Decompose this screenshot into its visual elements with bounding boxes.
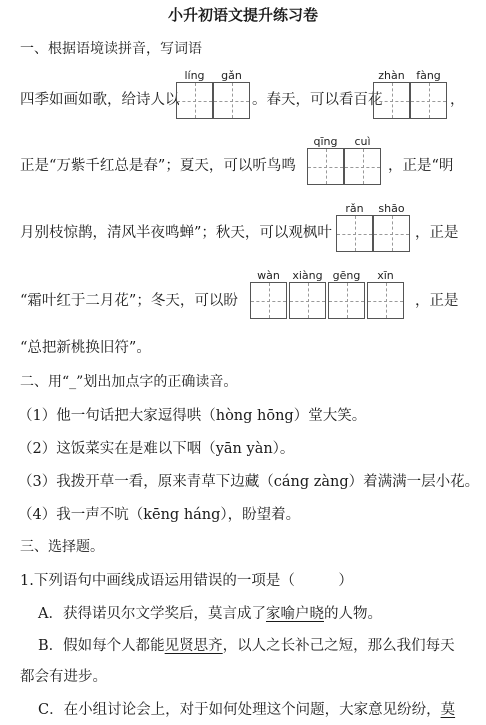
writing-box-gan[interactable] [213, 82, 250, 119]
s1-line4-end: ，正是 [415, 293, 459, 309]
writing-box-wan[interactable] [250, 282, 287, 319]
s1-line3-end: ，正是 [415, 225, 459, 241]
option-c-idiom: 莫 [440, 702, 456, 718]
writing-box-zhan[interactable] [373, 82, 410, 119]
s1-line5: “总把新桃换旧符”。 [20, 340, 151, 356]
s1-line3-start: 月别枝惊鹊，清风半夜鸣蝉”；秋天，可以观枫叶 [20, 225, 332, 241]
pinyin-gan: gǎn [221, 69, 242, 82]
pinyin-ran: rǎn [345, 202, 364, 215]
option-a-idiom: 家喻户晓 [265, 606, 324, 622]
writing-box-fang[interactable] [410, 82, 447, 119]
s3-question-1: 1.下列语句中画线成语运用错误的一项是（ ） [20, 573, 353, 589]
s1-line4-start: “霜叶红于二月花”；冬天，可以盼 [20, 293, 238, 309]
s3-option-b[interactable] [38, 634, 455, 655]
pinyin-cui: cuì [354, 135, 371, 148]
s3-option-c[interactable] [38, 698, 455, 719]
option-a-text: A．获得诺贝尔文学奖后，莫言成了 [38, 606, 266, 622]
s3-option-a[interactable] [38, 602, 382, 623]
section-3-heading: 三、选择题。 [20, 539, 104, 555]
writing-box-ling[interactable] [176, 82, 213, 119]
section-1-heading: 一、根据语境读拼音，写词语 [20, 41, 202, 57]
pinyin-zhan: zhàn [378, 69, 405, 82]
s2-question-1: （1）他一句话把大家逗得哄（hòng hōng）堂大笑。 [18, 408, 367, 424]
option-b-tail: ，以人之长补己之短，那么我们每天 [222, 638, 455, 654]
writing-box-cui[interactable] [344, 148, 381, 185]
pinyin-xin: xīn [377, 269, 394, 282]
pinyin-wan: wàn [257, 269, 280, 282]
writing-box-xiang[interactable] [289, 282, 326, 319]
pinyin-shao: shāo [378, 202, 405, 215]
pinyin-fang: fàng [416, 69, 441, 82]
option-a-tail: 的人物。 [323, 606, 382, 622]
pinyin-xiang: xiàng [292, 269, 323, 282]
pinyin-ling: líng [184, 69, 205, 82]
option-b-idiom: 见贤思齐 [164, 638, 223, 654]
s1-line1-start: 四季如画如歌，给诗人以 [20, 92, 180, 108]
s2-question-3: （3）我拨开草一看，原来青草下边藏（cáng zàng）着满满一层小花。 [18, 474, 480, 490]
option-c-text: C．在小组讨论会上，对于如何处理这个问题，大家意见纷纷， [38, 702, 441, 718]
writing-box-ran[interactable] [336, 215, 373, 252]
s1-line2-start: 正是“万紫千红总是春”；夏天，可以听鸟鸣 [20, 158, 296, 174]
s1-line1-mid: 。春天，可以看百花 [252, 92, 383, 108]
page-title: 小升初语文提升练习卷 [167, 6, 318, 24]
s1-line2-end: ，正是“明 [388, 158, 454, 174]
s2-question-4: （4）我一声不吭（kēng háng），盼望着。 [18, 507, 301, 523]
section-2-heading: 二、用“_”划出加点字的正确读音。 [20, 374, 238, 390]
writing-box-geng[interactable] [328, 282, 365, 319]
s1-line1-end: ， [450, 92, 465, 108]
s2-question-2: （2）这饭菜实在是难以下咽（yān yàn）。 [18, 441, 295, 457]
s3-option-b-cont: 都会有进步。 [20, 669, 107, 685]
writing-box-xin[interactable] [367, 282, 404, 319]
writing-box-qing[interactable] [307, 148, 344, 185]
pinyin-qing: qīng [313, 135, 338, 148]
pinyin-geng: gēng [332, 269, 361, 282]
writing-box-shao[interactable] [373, 215, 410, 252]
option-b-text: B．假如每个人都能 [38, 638, 165, 654]
